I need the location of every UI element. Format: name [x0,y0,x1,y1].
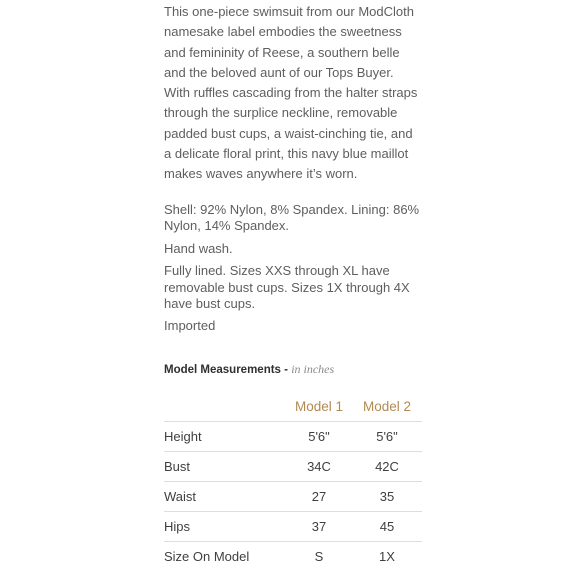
fabric-content: Shell: 92% Nylon, 8% Spandex. Lining: 86% Nylon, 14% Spandex. [164,201,420,234]
model-1-value: 5'6" [286,422,352,452]
model-measurements-title: Model Measurements [164,364,281,376]
model-2-value: 42C [352,452,422,482]
product-details [164,2,422,334]
care-instructions: Hand wash. [164,240,233,256]
column-header-model-1: Model 1 [286,391,352,422]
row-label: Size On Model [164,549,250,564]
row-label: Hips [164,512,286,542]
model-1-value: S [314,549,324,564]
model-1-value: 37 [286,512,352,542]
lining-note: Fully lined. Sizes XXS through XL have removable bust cups. Sizes 1X through 4X have bust cups. [164,263,410,312]
row-label: Bust [164,452,286,482]
table-row [164,512,422,542]
model-1-value: 27 [286,482,352,512]
model-1-value: 34C [286,452,352,482]
model-2-value: 1X [379,549,395,564]
table-row [164,452,422,482]
row-label: Height [164,422,286,452]
model-2-value: 45 [352,512,422,542]
origin-note: Imported [164,317,216,333]
table-row [164,482,422,512]
model-measurements-table [164,391,422,571]
table-header-row [164,391,422,422]
model-2-value: 5'6" [352,422,422,452]
units-note: in inches [291,362,335,376]
heading-separator: - [280,364,292,376]
row-label: Waist [164,482,286,512]
model-measurements-heading [164,362,334,377]
product-description: This one-piece swimsuit from our ModCloth namesake label embodies the sweetness and femininity of Reese, a southern belle and the beloved aunt of our Tops Buyer. With ruffles cascading from the halter straps through the surplice neckline, removable padded bust cups, a waist-cinching tie, and a delicate floral print, this navy blue maillot makes waves anywhere it’s worn. [164,4,418,182]
model-2-value: 35 [352,482,422,512]
column-header-model-2: Model 2 [352,391,422,422]
table-row [164,422,422,452]
header-label-spacer [164,391,286,422]
table-row [164,542,422,572]
